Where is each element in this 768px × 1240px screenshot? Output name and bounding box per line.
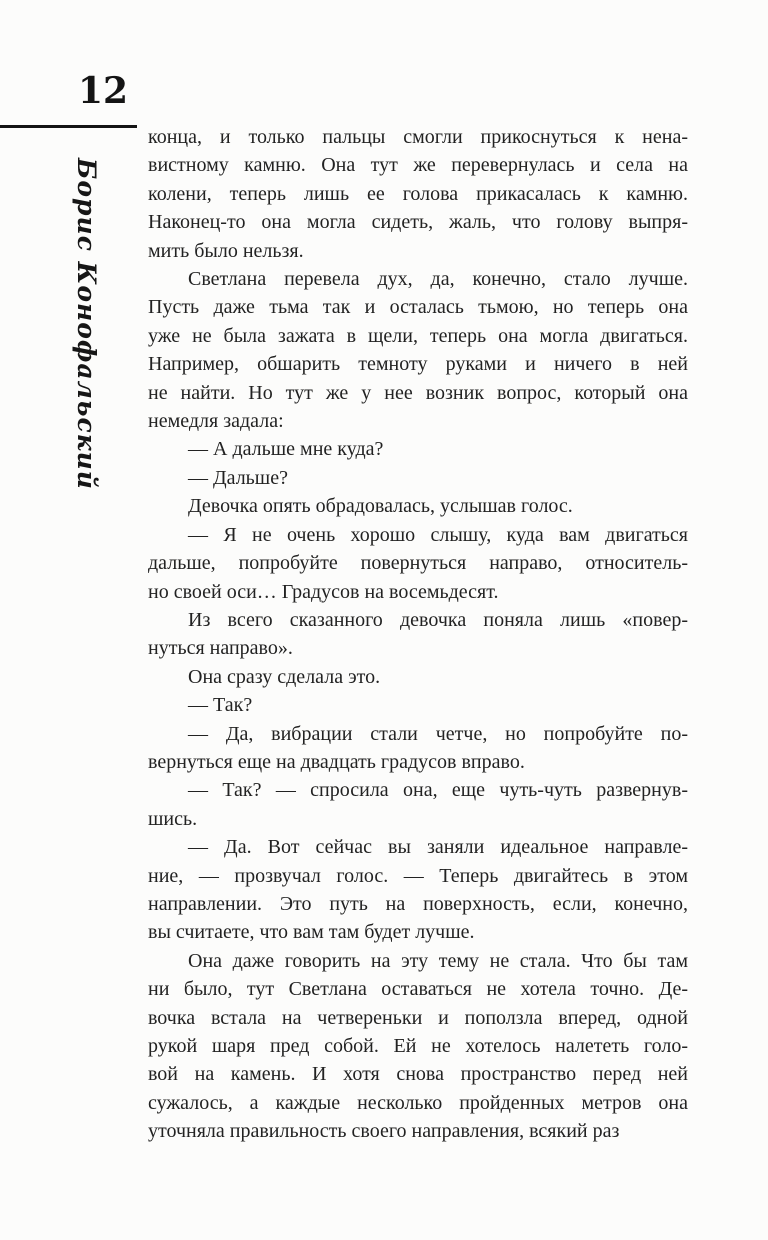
text-line: Девочка опять обрадовалась, услышав голос. — [188, 495, 573, 518]
paragraph — [148, 521, 688, 606]
paragraph — [148, 265, 688, 435]
paragraph — [148, 720, 688, 777]
text-line: — Дальше? — [188, 466, 288, 489]
text-line: Наконец-то она могла сидеть, жаль, что голову выпря- — [148, 211, 688, 234]
text-line: ни было, тут Светлана оставаться не хотела точно. Де- — [148, 978, 688, 1001]
paragraph — [148, 123, 688, 265]
text-line: шись. — [148, 807, 198, 830]
text-line: — Так? — спросила она, еще чуть-чуть развернув- — [188, 779, 688, 802]
text-line: — Да, вибрации стали четче, но попробуйте по- — [188, 722, 688, 745]
text-line: ние, — прозвучал голос. — Теперь двигайтесь в этом — [148, 864, 688, 887]
header-rule — [0, 125, 137, 128]
text-line: мить было нельзя. — [148, 239, 304, 262]
paragraph — [148, 606, 688, 663]
paragraph — [148, 464, 688, 492]
paragraph — [148, 691, 688, 719]
text-line: — Так? — [188, 694, 253, 717]
text-line: Из всего сказанного девочка поняла лишь «повер- — [188, 608, 688, 631]
paragraph — [148, 492, 688, 520]
text-line: Пусть даже тьма так и осталась тьмою, но теперь она — [148, 296, 688, 319]
text-line: Например, обшарить темноту руками и ничего в ней — [148, 353, 688, 376]
text-line: немедля задала: — [148, 410, 284, 433]
text-line: Она сразу сделала это. — [188, 665, 381, 688]
text-line: вы считаете, что вам там будет лучше. — [148, 921, 475, 944]
text-block — [148, 123, 688, 1146]
author-sidebar: Борис Конофальский — [72, 158, 101, 490]
text-line: уже не была зажата в щели, теперь она могла двигаться. — [148, 324, 688, 347]
text-line: направлении. Это путь на поверхность, если, конечно, — [148, 892, 688, 915]
text-line: сужалось, а каждые несколько пройденных метров она — [148, 1091, 688, 1114]
text-line: конца, и только пальцы смогли прикоснуться к нена- — [148, 126, 688, 148]
text-line: Светлана перевела дух, да, конечно, стало лучше. — [188, 268, 688, 291]
text-line: вистному камню. Она тут же перевернулась и села на — [148, 154, 688, 177]
paragraph — [148, 435, 688, 463]
text-line: вой на камень. И хотя снова пространство перед ней — [148, 1063, 688, 1086]
text-line: уточняла правильность своего направления, всякий раз — [148, 1120, 620, 1143]
text-line: не найти. Но тут же у нее возник вопрос, который она — [148, 381, 688, 404]
paragraph — [148, 776, 688, 833]
paragraph — [148, 833, 688, 947]
text-line: — А дальше мне куда? — [188, 438, 384, 461]
paragraph — [148, 663, 688, 691]
paragraph — [148, 947, 688, 1146]
text-line: вочка встала на четвереньки и поползла вперед, одной — [148, 1006, 688, 1029]
text-line: дальше, попробуйте повернуться направо, относитель- — [148, 552, 688, 575]
text-line: рукой шаря пред собой. Ей не хотелось налететь голо- — [148, 1035, 688, 1057]
text-line: вернуться еще на двадцать градусов вправо. — [148, 750, 525, 773]
text-line: но своей оси… Градусов на восемьдесят. — [148, 580, 499, 603]
text-line: — Я не очень хорошо слышу, куда вам двигаться — [188, 523, 688, 546]
page-number: 12 — [78, 70, 129, 112]
text-line: колени, теперь лишь ее голова прикасалась к камню. — [148, 182, 688, 205]
text-line: Она даже говорить на эту тему не стала. Что бы там — [188, 949, 688, 972]
text-line: — Да. Вот сейчас вы заняли идеальное направле- — [188, 836, 688, 859]
text-line: нуться направо». — [148, 637, 293, 660]
